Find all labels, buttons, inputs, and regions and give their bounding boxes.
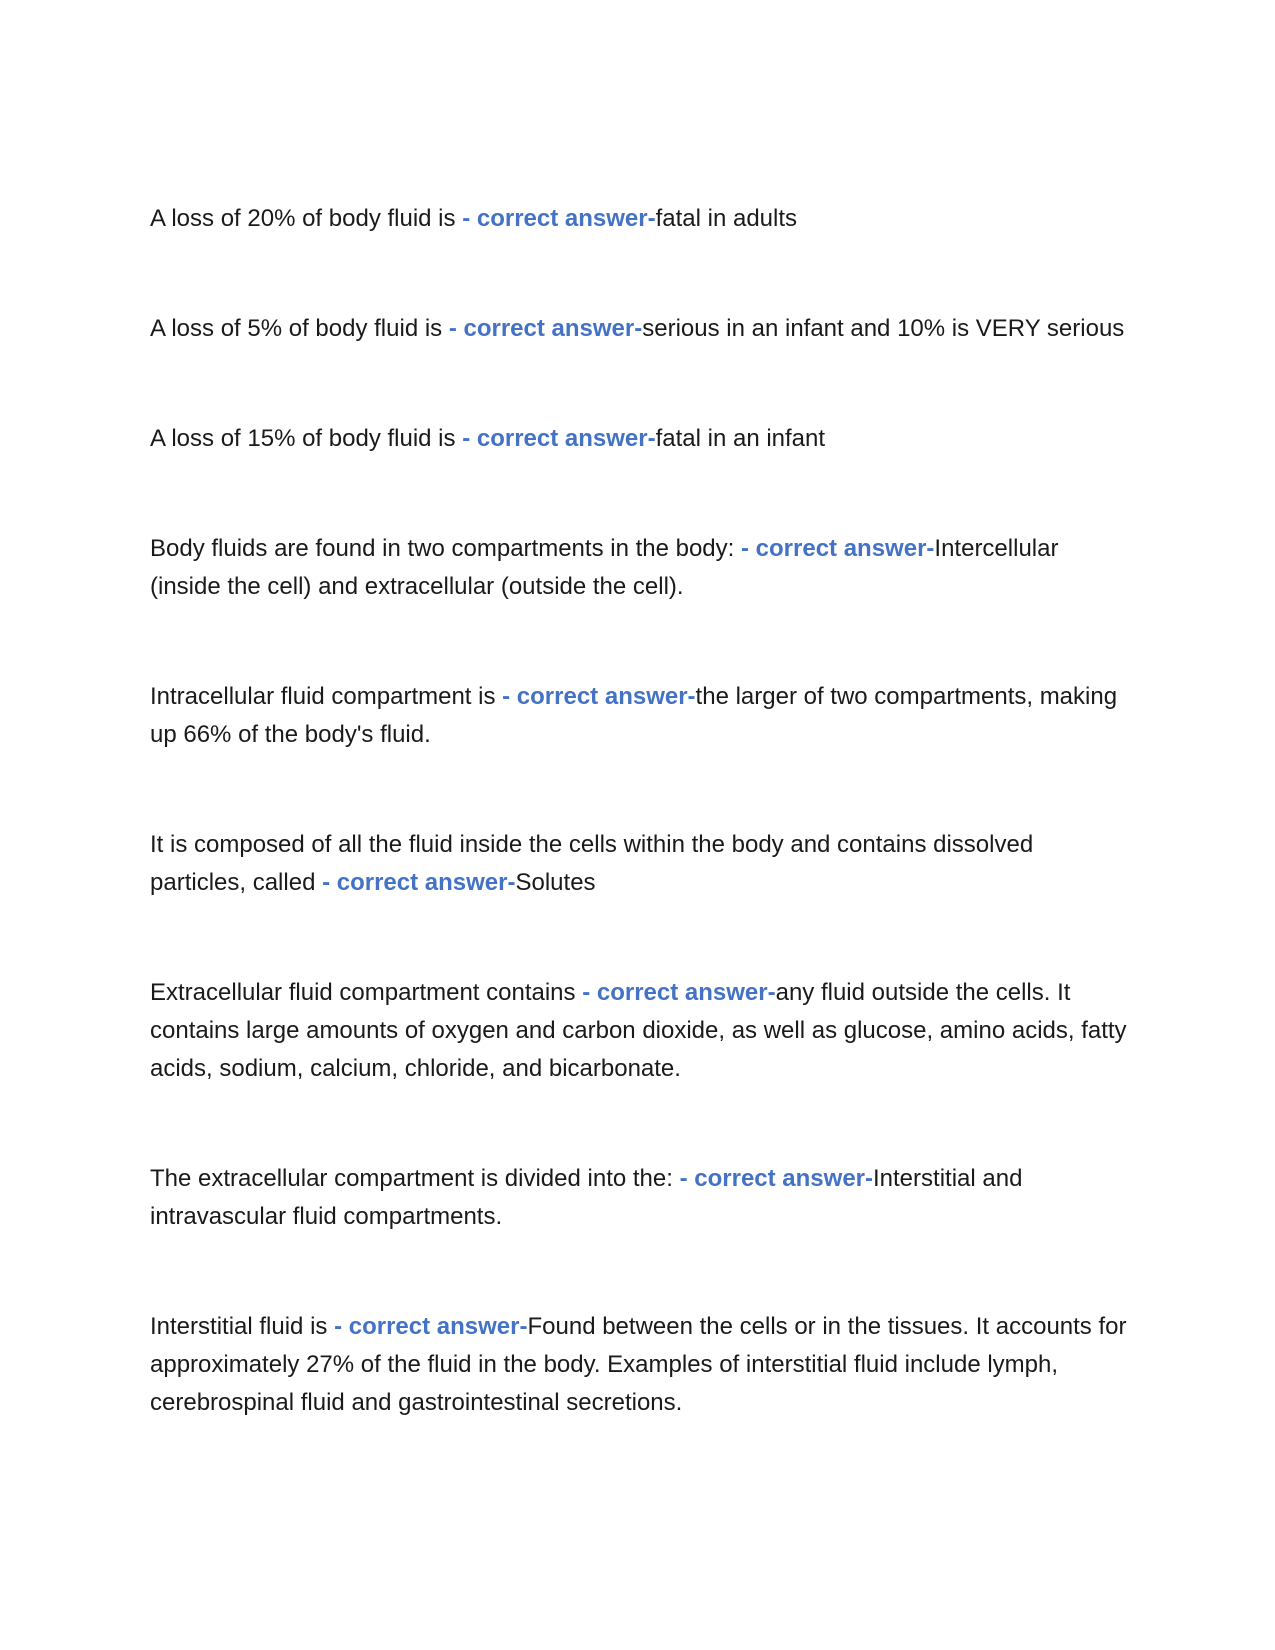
answer-text: serious in an infant and 10% is VERY serious	[642, 315, 1125, 342]
answer-text: Found between the cells or in the tissues. It accounts for approximately 27% of the fluid in the body. Examples of interstitial fluid include lymph, cerebrospinal fluid and gastrointestinal secretions.	[150, 1313, 1127, 1416]
answer-tag: - correct answer-	[741, 535, 935, 562]
qa-item	[150, 974, 1130, 1088]
qa-item	[150, 420, 1130, 458]
answer-text: fatal in an infant	[655, 425, 826, 452]
answer-text: Solutes	[515, 869, 596, 896]
qa-item	[150, 310, 1130, 348]
answer-tag: - correct answer-	[334, 1313, 528, 1340]
qa-item	[150, 530, 1130, 606]
answer-text: the larger of two compartments, making up 66% of the body's fluid.	[150, 683, 1118, 748]
answer-text: fatal in adults	[655, 205, 798, 232]
question-text: Extracellular fluid compartment contains	[150, 979, 583, 1006]
answer-tag: - correct answer-	[582, 979, 776, 1006]
answer-tag: - correct answer-	[462, 425, 656, 452]
question-text: A loss of 5% of body fluid is	[150, 315, 449, 342]
answer-text: any fluid outside the cells. It contains large amounts of oxygen and carbon dioxide, as well as glucose, amino acids, fatty acids, sodium, calcium, chloride, and bicarbonate.	[150, 979, 1127, 1082]
question-text: Interstitial fluid is	[150, 1313, 335, 1340]
answer-text: Intercellular (inside the cell) and extracellular (outside the cell).	[150, 535, 1059, 600]
question-text: Intracellular fluid compartment is	[150, 683, 503, 710]
question-text: It is composed of all the fluid inside the cells within the body and contains dissolved particles, called	[150, 831, 1034, 896]
answer-text: Interstitial and intravascular fluid compartments.	[150, 1165, 1023, 1230]
question-text: Body fluids are found in two compartments in the body:	[150, 535, 741, 562]
question-text: A loss of 20% of body fluid is	[150, 205, 463, 232]
qa-item	[150, 826, 1130, 902]
qa-item	[150, 1308, 1130, 1422]
answer-tag: - correct answer-	[462, 205, 656, 232]
question-text: The extracellular compartment is divided into the:	[150, 1165, 680, 1192]
document-page	[150, 200, 1130, 1494]
answer-tag: - correct answer-	[322, 869, 516, 896]
answer-tag: - correct answer-	[448, 315, 643, 342]
answer-tag: - correct answer-	[502, 683, 696, 710]
qa-item	[150, 1160, 1130, 1236]
question-text: A loss of 15% of body fluid is	[150, 425, 463, 452]
qa-item	[150, 678, 1130, 754]
qa-item	[150, 200, 1130, 238]
answer-tag: - correct answer-	[679, 1165, 873, 1192]
